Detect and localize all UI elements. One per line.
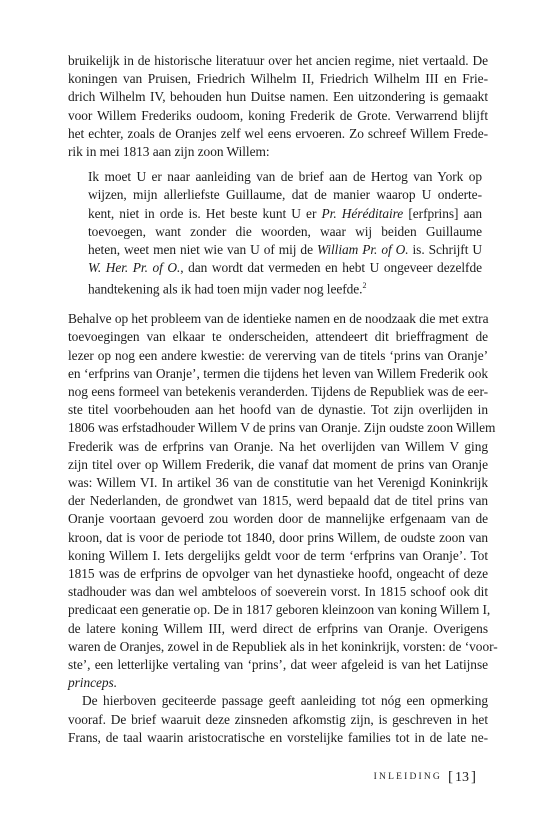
text-line [68,674,488,692]
quote-line [88,205,482,223]
text-line: vooraf. De brief waaruit deze zinsneden afkomstig zijn, is geschreven in het [68,711,488,727]
footnote-marker[interactable]: 2 [362,281,367,291]
quote-italic: William Pr. of O. [316,242,409,258]
text-line: 1815 was de erfprins de opvolger van het dynastieke hoofd, ongeacht of deze [68,565,488,581]
quote-line [88,241,482,259]
text-line: toevoegingen van elkaar te onderscheiden, attendeert dit brieffragment de [68,329,488,345]
paragraph-1 [68,52,488,161]
text-line: ste titel voorbehouden aan het hoofd van de dynastie. Tot zijn overlijden in [68,402,488,418]
quote-line [88,259,482,277]
text-line: was: Willem VI. In artikel 36 van de constitutie van het Verenigd Koninkrijk [68,474,488,490]
page-number-bracket-close: ] [471,769,476,785]
page-number-bracket-open: [ [448,769,453,785]
paragraph-2 [68,310,498,692]
text-line: predicaat een generatie op. De in 1817 geboren kleinzoon van koning Willem I, [68,602,491,618]
text-line: der Nederlanden, de grondwet van 1815, werd bepaald dat de titel prins van [68,493,488,509]
text-line: ste’, een letterlijke vertaling van ‘prins’, dat weer afgeleid is van het Latijnse [68,656,488,672]
block-quote [88,168,482,299]
quote-line: wijzen, mijn allerliefste Guillaume, dat de manier waarop U onderte- [88,187,482,203]
text-line: Frans, de taal waarin aristocratische en vorstelijke families tot in de late ne- [68,729,488,745]
text-line: bruikelijk in de historische literatuur over het ancien regime, niet vertaald. De [68,53,488,68]
text-line: de latere koning Willem III, werd direct de erfprins van Oranje. Overigens [68,620,488,636]
text-line: kroon, dat is voor de periode tot 1840, door prins Willem, de oudste zoon van [68,529,488,545]
text-line: koningen van Pruisen, Friedrich Wilhelm II, Friedrich Wilhelm III en Frie- [68,71,488,87]
quote-line: toevoegen, want zonder die woorden, waar wij beiden Guillaume [88,223,482,239]
quote-line [88,277,482,299]
text-line: stadhouder was dan wel ambteloos of soeverein vorst. In 1815 schoof ook dit [68,584,488,600]
text-line: Behalve op het probleem van de identieke namen en de noodzaak die met extra [68,311,489,327]
quote-text: kent, niet in orde is. Het beste kunt U er [88,205,317,221]
quote-italic: Pr. Héréditaire [321,205,404,221]
text-line: Oranje voortaan gevoerd zou worden door de mannelijke erfgenaam van de [68,511,488,527]
text-line: en ‘erfprins van Oranje’, termen die tijdens het leven van Willem Frederik ook [68,365,488,381]
text-line: De hierboven geciteerde passage geeft aanleiding tot nóg een opmerking [82,693,488,709]
text-line: het echter, zoals de Oranjes zelf wel eens ervoeren. Zo schreef Willem Frede- [68,125,488,141]
quote-text: handtekening als ik had toen mijn vader nog leefde. [88,281,363,297]
quote-line: Ik moet U er naar aanleiding van de brief aan de Hertog van York op [88,169,482,185]
italic-word: princeps. [68,675,118,691]
text-line: zijn titel over op Willem Frederik, die vanaf dat moment de prins van Oranje [68,456,488,472]
running-footer-section: INLEIDING [373,772,442,782]
text-line: 1806 was erfstadhouder Willem V de prins van Oranje. Zijn oudste zoon Willem [68,420,496,436]
text-line: rik in mei 1813 aan zijn zoon Willem: [68,144,270,160]
quote-text: , dan wordt dat vermeden en hebt U ongeveer dezelfde [180,260,482,276]
quote-text: is. Schrijft U [412,242,482,258]
quote-text: [erfprins] aan [408,205,482,221]
text-line: koning Willem I. Iets dergelijks geldt voor de term ‘erfprins van Oranje’. Tot [68,547,488,563]
page-number: 13 [455,770,469,785]
page-footer [0,768,476,786]
text-line: drich Wilhelm IV, behouden hun Duitse namen. Een uitzondering is gemaakt [68,89,488,105]
text-line: lezer op nog een andere kwestie: de vererving van de titels ‘prins van Oranje’ [68,347,488,363]
text-line: Frederik was de erfprins van Oranje. Na het overlijden van Willem V ging [68,438,488,454]
paragraph-3 [68,692,488,747]
quote-text: heten, weet men niet wie van U of mij de [88,242,313,258]
text-line: waren de Oranjes, zowel in de Republiek als in het koninkrijk, vorsten: de ‘voor- [68,638,498,654]
page-body [68,52,498,747]
text-line: voor Willem Frederiks oudoom, koning Frederik de Grote. Verwarrend blijft [68,107,488,123]
quote-italic: W. Her. Pr. of O. [88,260,181,276]
text-line: nog eens formeel van betekenis veranderden. Tijdens de Republiek was de eer- [68,383,488,399]
